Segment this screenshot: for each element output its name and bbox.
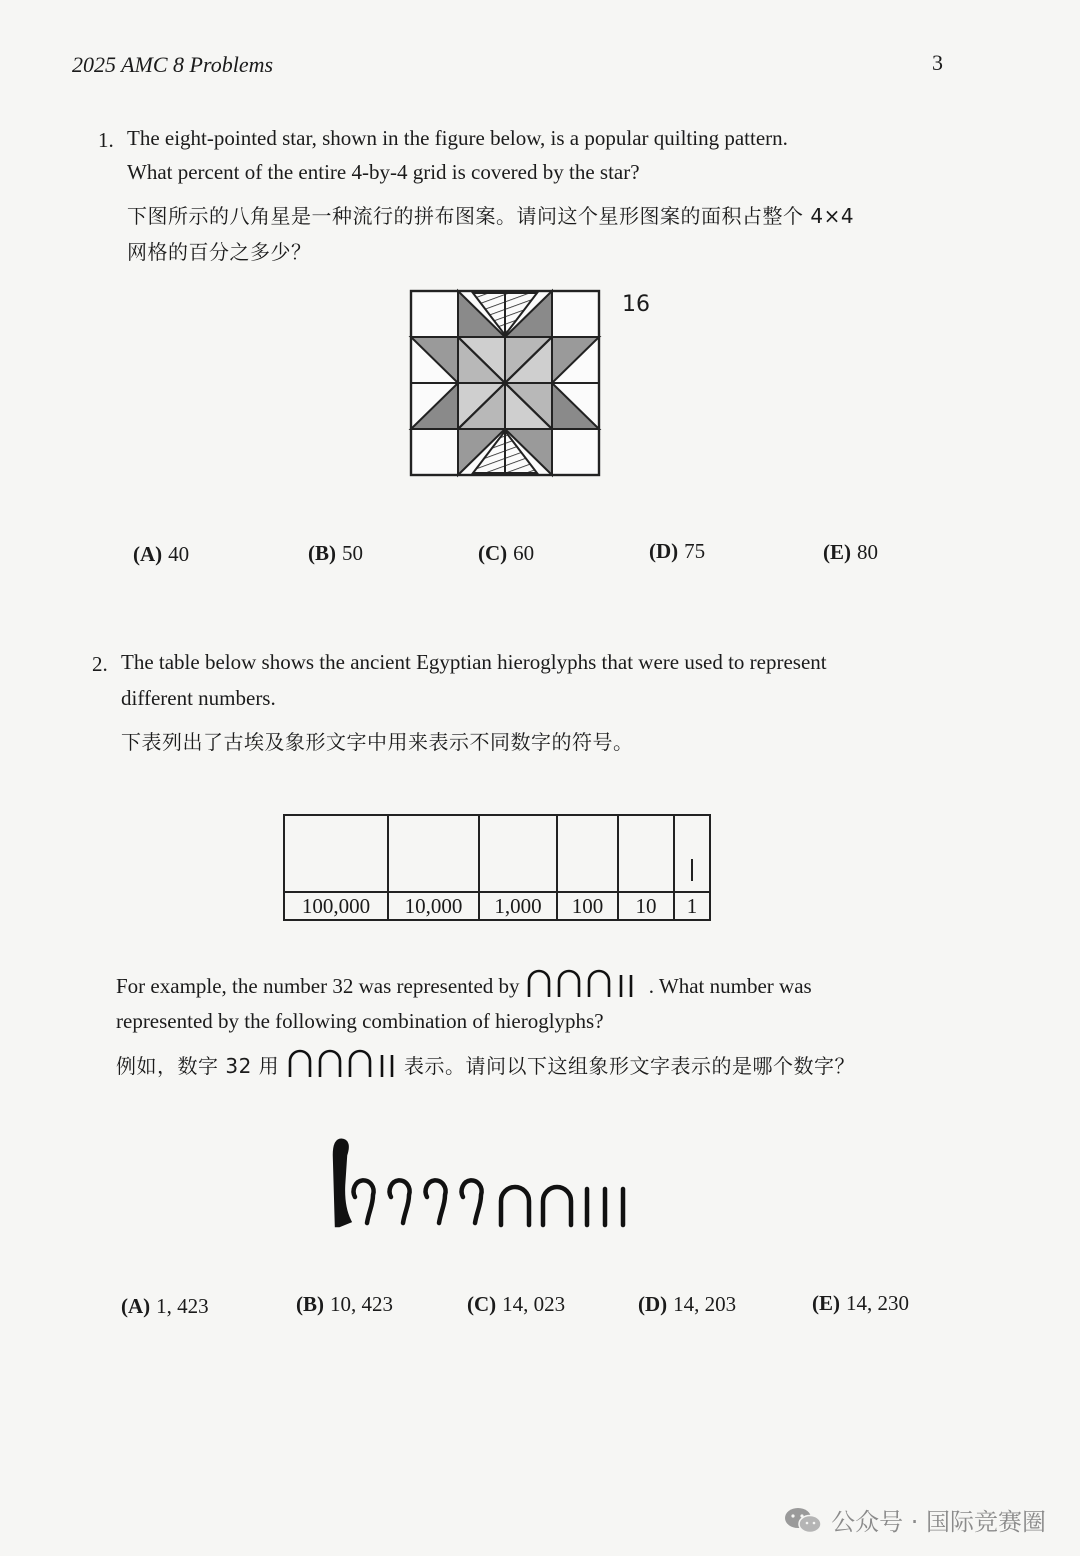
problem-2-text-en-line1: The table below shows the ancient Egyptian hieroglyphs that were used to represent	[121, 650, 827, 674]
table-value: 1,000	[479, 892, 557, 920]
problem-1-text-zh-line2: 网格的百分之多少？	[127, 240, 312, 264]
table-value: 10,000	[388, 892, 479, 920]
hieroglyph-32-icon	[525, 969, 649, 999]
symbol-cell-1	[674, 815, 710, 892]
p2-choice-d[interactable]	[638, 1292, 736, 1317]
choice-value: 40	[168, 542, 190, 566]
hieroglyph-32-icon	[286, 1049, 404, 1079]
example-en-line1	[116, 969, 812, 1003]
choice-value: 75	[684, 539, 706, 563]
symbol-cell-100000	[284, 815, 388, 892]
choice-value: 10, 423	[330, 1292, 393, 1316]
choice-value: 50	[342, 541, 363, 565]
choice-value: 14, 203	[673, 1292, 737, 1316]
eight-pointed-star-figure	[405, 285, 605, 481]
choice-value: 1, 423	[156, 1294, 209, 1318]
p2-choice-b[interactable]	[296, 1292, 393, 1317]
symbol-cell-10	[618, 815, 674, 892]
problem-1-text-en-line1: The eight-pointed star, shown in the figure below, is a popular quilting pattern.	[127, 126, 788, 150]
table-value: 1	[674, 892, 710, 920]
example-zh-line	[116, 1048, 855, 1084]
example-en-part1: For example, the number 32 was represented by	[116, 974, 520, 998]
watermark	[783, 1502, 1046, 1537]
choice-label: (E)	[823, 540, 851, 564]
problem-1-number: 1.	[98, 128, 114, 152]
choice-label: (C)	[467, 1292, 497, 1316]
problem-1-text-zh-line1: 下图所示的八角星是一种流行的拼布图案。请问这个星形图案的面积占整个 4×4	[127, 204, 855, 228]
choice-label: (E)	[812, 1291, 840, 1315]
problem-1-text-en-line2: What percent of the entire 4-by-4 grid is covered by the star?	[127, 160, 640, 184]
p1-choice-e[interactable]	[823, 540, 878, 565]
page-number: 3	[932, 50, 943, 75]
p1-choice-c[interactable]	[478, 541, 534, 566]
choice-label: (C)	[478, 541, 508, 565]
choice-label: (A)	[121, 1294, 151, 1318]
problem-2-text-zh: 下表列出了古埃及象形文字中用来表示不同数字的符号。	[121, 730, 634, 754]
example-zh-part1: 例如，数字 32 用	[116, 1054, 280, 1078]
symbol-row	[284, 815, 710, 892]
choice-label: (D)	[649, 539, 679, 563]
problem-2-number: 2.	[92, 652, 108, 676]
p2-choice-e[interactable]	[812, 1291, 909, 1316]
example-zh-part2: 表示。请问以下这组象形文字表示的是哪个数字？	[404, 1054, 856, 1078]
stroke-glyph-icon	[688, 855, 696, 885]
choice-label: (B)	[296, 1292, 324, 1316]
value-row	[284, 892, 710, 920]
symbol-cell-100	[557, 815, 618, 892]
choice-value: 14, 230	[846, 1291, 909, 1315]
hieroglyph-table	[283, 814, 711, 921]
wechat-icon	[783, 1505, 823, 1535]
symbol-cell-1000	[479, 815, 557, 892]
page-header-title: 2025 AMC 8 Problems	[72, 52, 274, 77]
choice-label: (A)	[133, 542, 163, 566]
table-value: 10	[618, 892, 674, 920]
example-en-part2: . What number was	[648, 974, 812, 998]
problem-2-text-en-line2: different numbers.	[121, 686, 276, 710]
p1-choice-a[interactable]	[133, 542, 189, 567]
watermark-text: 公众号 · 国际竞赛圈	[831, 1508, 1046, 1536]
symbol-cell-10000	[388, 815, 479, 892]
choice-label: (D)	[638, 1292, 668, 1316]
handwritten-note: 16	[622, 292, 650, 317]
choice-value: 14, 023	[502, 1292, 566, 1316]
choice-label: (B)	[308, 541, 336, 565]
choice-value: 80	[857, 540, 878, 564]
p1-choice-d[interactable]	[649, 539, 705, 564]
hieroglyph-combination-icon	[325, 1135, 665, 1230]
choice-value: 60	[513, 541, 535, 565]
p1-choice-b[interactable]	[308, 541, 363, 566]
p2-choice-a[interactable]	[121, 1294, 209, 1319]
table-value: 100	[557, 892, 618, 920]
p2-choice-c[interactable]	[467, 1292, 565, 1317]
table-value: 100,000	[284, 892, 388, 920]
example-en-line2: represented by the following combination of hieroglyphs?	[116, 1009, 604, 1033]
